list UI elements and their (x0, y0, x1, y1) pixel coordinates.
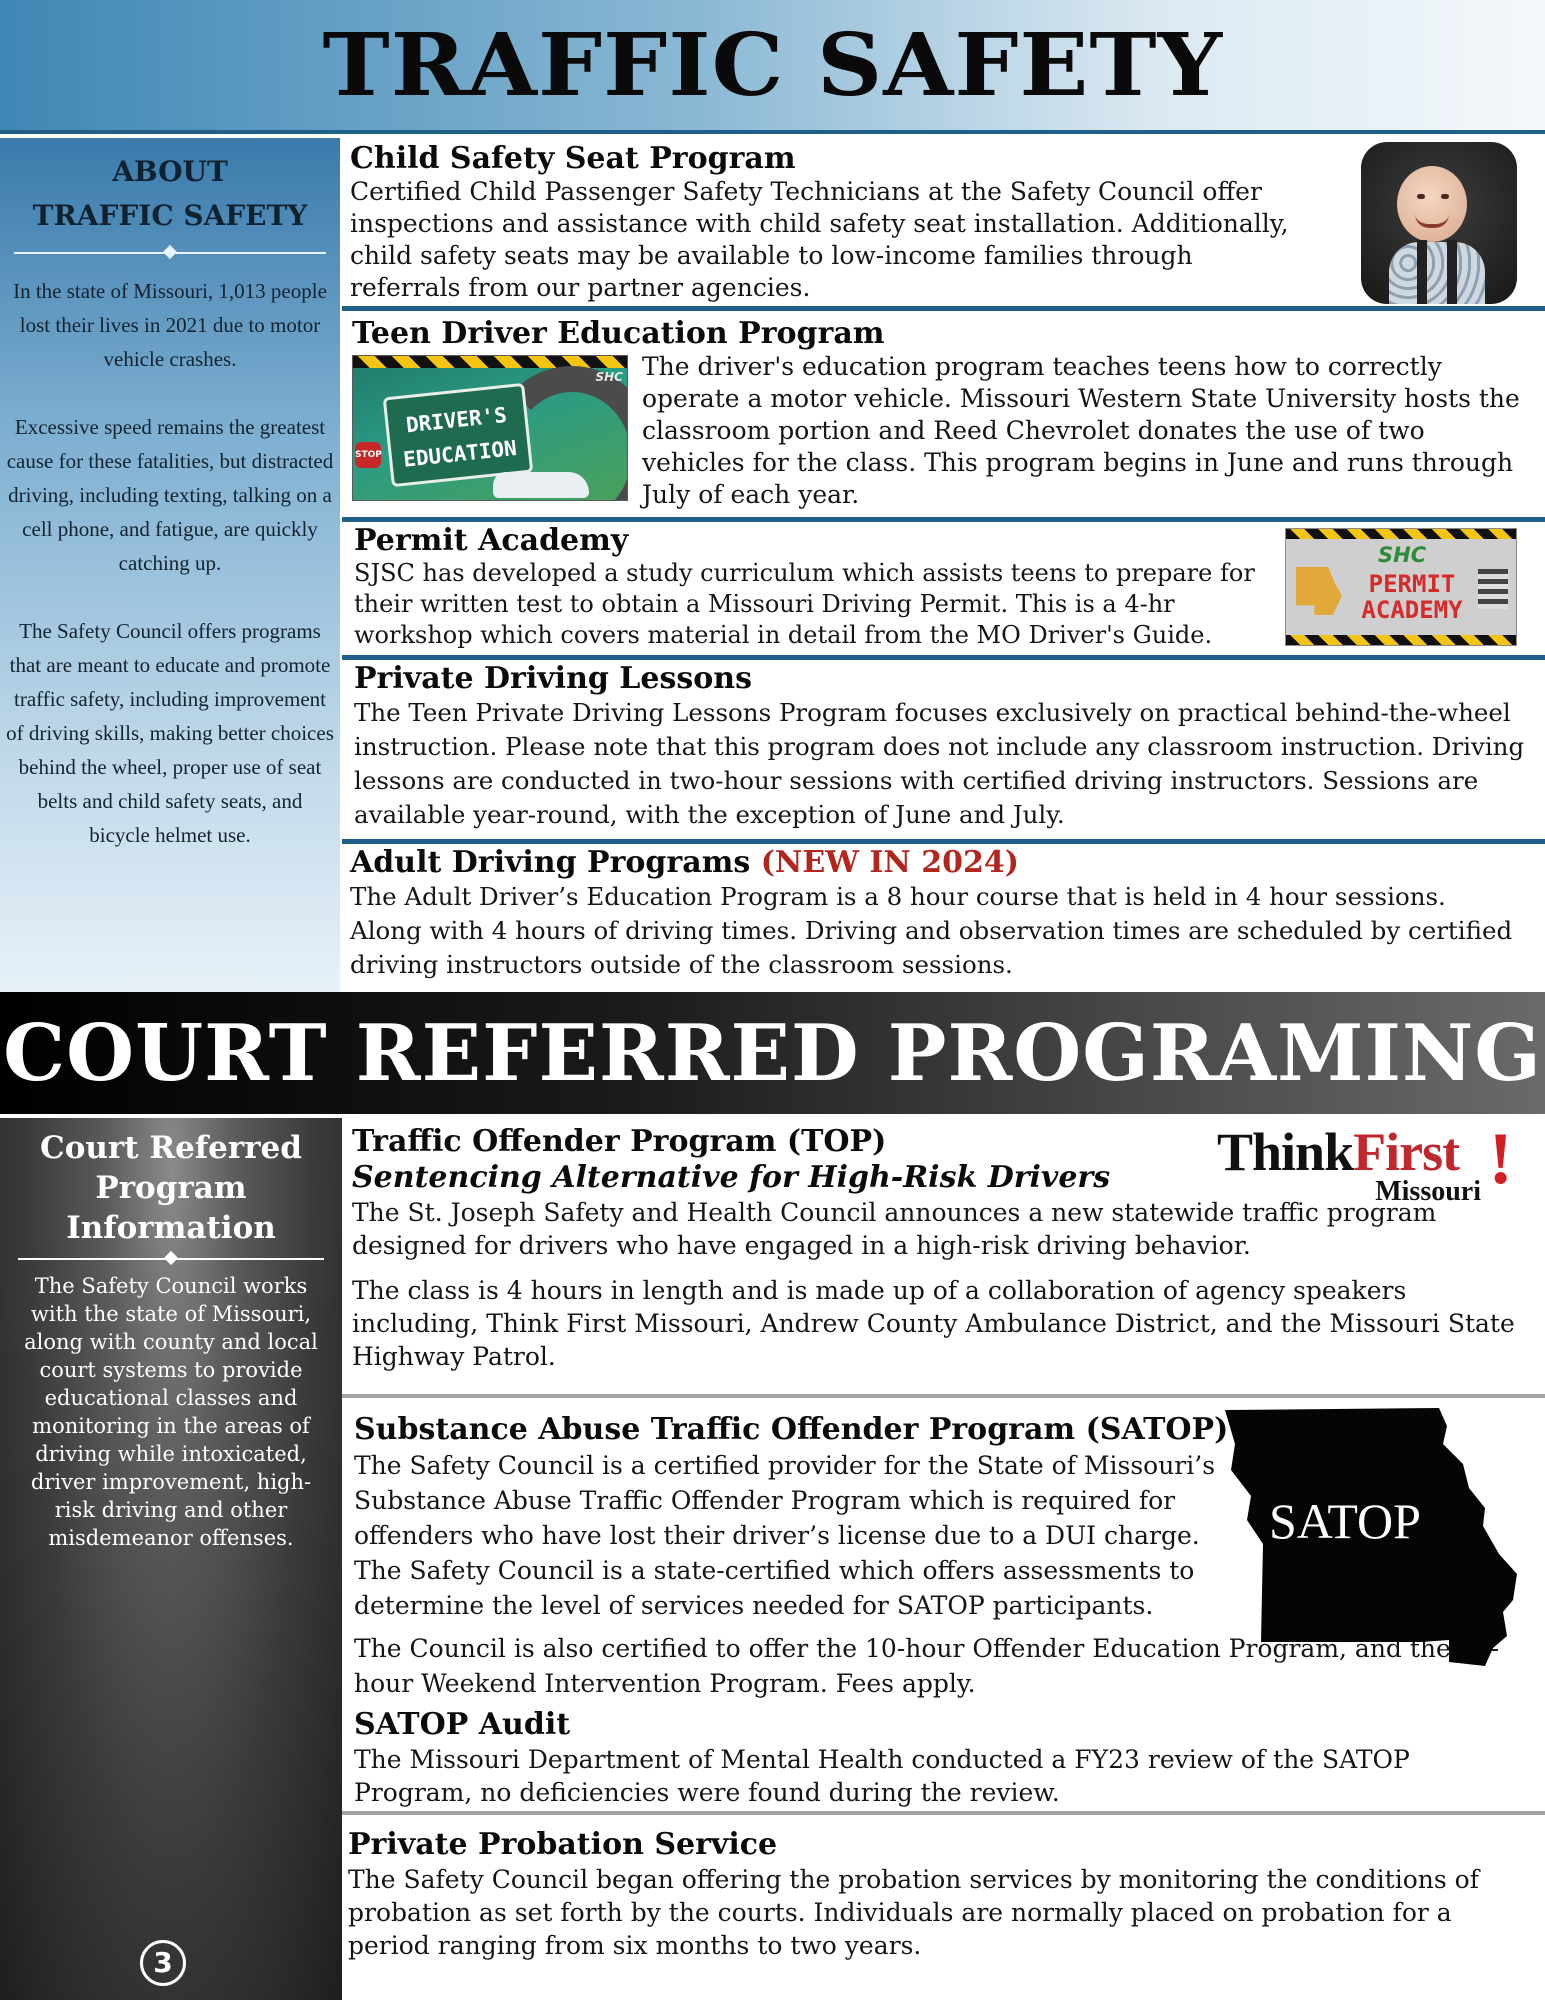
section-body: The Missouri Department of Mental Health conducted a FY23 review of the SATOP Program, no deficiencies were found during the review. (354, 1745, 1410, 1807)
section-body: The class is 4 hours in length and is made up of a collaboration of agency speakers including, Think First Missouri, Andrew County Ambulance District, and the Missouri State Highway Patrol. (352, 1276, 1515, 1371)
logo-text: First (1353, 1122, 1460, 1182)
sidebar-title-line: Program (95, 1170, 247, 1206)
adult-driving-programs-section (346, 844, 1545, 992)
traffic-safety-header (0, 0, 1545, 134)
sidebar-title-line: Information (66, 1210, 276, 1246)
sidebar-title-line: ABOUT (112, 155, 228, 188)
section-subtitle: Sentencing Alternative for High-Risk Drivers (352, 1160, 1111, 1195)
image-text: PERMIT (1368, 570, 1456, 598)
sidebar-paragraph: In the state of Missouri, 1,013 people lost their lives in 2021 due to motor vehicle crashes. (13, 279, 327, 371)
section-body: The driver's education program teaches teens how to correctly operate a motor vehicle. Missouri Western State University hosts the classroom portion and Reed Chevrolet donates the use of two vehicles for the class. This program begins in June and runs through July of each year. (642, 352, 1520, 509)
diamond-divider (14, 252, 326, 254)
sidebar-title-line: Court Referred (40, 1130, 302, 1166)
section-body: The Teen Private Driving Lessons Program focuses exclusively on practical behind-the-wheel instruction. Please note that this program does not include any classroom instruction. Driving lessons are conducted in two-hour sessions with certified driving instructors. Sessions are available year-round, with the exception of June and July. (354, 698, 1525, 829)
logo-text: Missouri (1375, 1176, 1481, 1207)
section-title: Private Driving Lessons (354, 661, 752, 696)
child-car-seat-photo (1361, 142, 1517, 304)
diamond-divider (18, 1258, 324, 1260)
private-probation-section (344, 1815, 1545, 2000)
section-body: The Safety Council began offering the probation services by monitoring the conditions of probation as set forth by the courts. Individuals are normally placed on probation for a period ranging from six months to two years. (348, 1865, 1479, 1960)
missouri-map-icon (1217, 1404, 1517, 1668)
section-body: SJSC has developed a study curriculum which assists teens to prepare for their written test to obtain a Missouri Driving Permit. This is a 4-hr workshop which covers material in detail from the MO Driver's Guide. (354, 559, 1255, 649)
section-heading: COURT REFERRED PROGRAMING (3, 1007, 1542, 1099)
section-body: The St. Joseph Safety and Health Council announces a new statewide traffic program designed for drivers who have engaged in a high-risk driving behavior. (352, 1198, 1437, 1260)
section-body: The Adult Driver’s Education Program is a 8 hour course that is held in 4 hour sessions. Along with 4 hours of driving times. Driving and observation times are scheduled by certified driving instructors outside of the classroom sessions. (350, 882, 1513, 979)
teen-driver-education-section (346, 311, 1545, 517)
section-title: Permit Academy (354, 523, 629, 558)
section-title: Substance Abuse Traffic Offender Program (SATOP) (354, 1412, 1229, 1447)
image-text: ACADEMY (1361, 596, 1463, 624)
page-number-badge: 3 (140, 1940, 186, 1986)
section-body: Certified Child Passenger Safety Technicians at the Safety Council offer inspections and assistance with child safety seat installation. Additionally, child safety seats may be available to low-income families through referrals from our partner agencies. (350, 177, 1289, 302)
about-traffic-safety-sidebar (0, 138, 340, 992)
court-program-sidebar (0, 1118, 342, 2000)
stop-sign-icon: STOP (355, 442, 381, 468)
private-driving-lessons-section (346, 660, 1545, 839)
new-badge: (NEW IN 2024) (760, 845, 1019, 880)
sidebar-paragraph: The Safety Council works with the state of Missouri, along with county and local court systems to provide educational classes and monitoring in the areas of driving while intoxicated, driver improvement, high-risk driving and other misdemeanor offenses. (24, 1274, 318, 1550)
section-title: Child Safety Seat Program (350, 141, 796, 176)
logo-text: Think (1217, 1122, 1354, 1182)
section-body: The Safety Council is a certified provider for the State of Missouri’s Substance Abuse Traffic Offender Program which is required for offenders who have lost their driver’s license due to a DUI charge. The Safety Council is a state-certified which offers assessments to determine the level of services needed for SATOP participants. (354, 1451, 1216, 1620)
drivers-education-photo (352, 355, 628, 501)
shc-logo: SHC (1378, 543, 1427, 567)
permit-academy-section (346, 522, 1545, 655)
section-title: Teen Driver Education Program (352, 316, 885, 351)
section-title: SATOP Audit (354, 1707, 571, 1742)
car-icon (493, 472, 589, 498)
think-first-logo (1217, 1118, 1517, 1218)
section-title (350, 846, 1525, 880)
traffic-offender-program-section (344, 1118, 1545, 1394)
child-safety-seat-section (346, 138, 1545, 306)
section-body: The Council is also certified to offer the 10-hour Offender Education Program, and the 20-hour Weekend Intervention Program. Fees apply. (354, 1634, 1500, 1698)
section-title: Traffic Offender Program (TOP) (352, 1124, 887, 1159)
image-text: DRIVER'S (404, 402, 508, 438)
sidebar-title-line: TRAFFIC SAFETY (32, 199, 308, 232)
section-title-text: Adult Driving Programs (350, 845, 751, 880)
sidebar-title (6, 150, 334, 238)
missouri-state-icon (1296, 567, 1342, 615)
exclamation-icon: ! (1488, 1118, 1513, 1200)
map-label: SATOP (1269, 1493, 1421, 1549)
satop-section (344, 1398, 1545, 1811)
sidebar-title (14, 1128, 328, 1248)
tickets-icon (1478, 569, 1508, 609)
sidebar-paragraph: The Safety Council offers programs that are meant to educate and promote traffic safety, including improvement of driving skills, making better choices behind the wheel, proper use of seat belts and child safety seats, and bicycle helmet use. (6, 619, 334, 847)
court-referred-header (0, 992, 1545, 1114)
shc-logo: SHC (595, 370, 623, 384)
section-title: Private Probation Service (348, 1827, 778, 1862)
image-text: EDUCATION (402, 436, 518, 472)
page-title: TRAFFIC SAFETY (322, 14, 1223, 116)
sidebar-paragraph: Excessive speed remains the greatest cause for these fatalities, but distracted driving, including texting, talking on a cell phone, and fatigue, are quickly catching up. (6, 415, 334, 575)
permit-academy-logo (1285, 528, 1517, 646)
